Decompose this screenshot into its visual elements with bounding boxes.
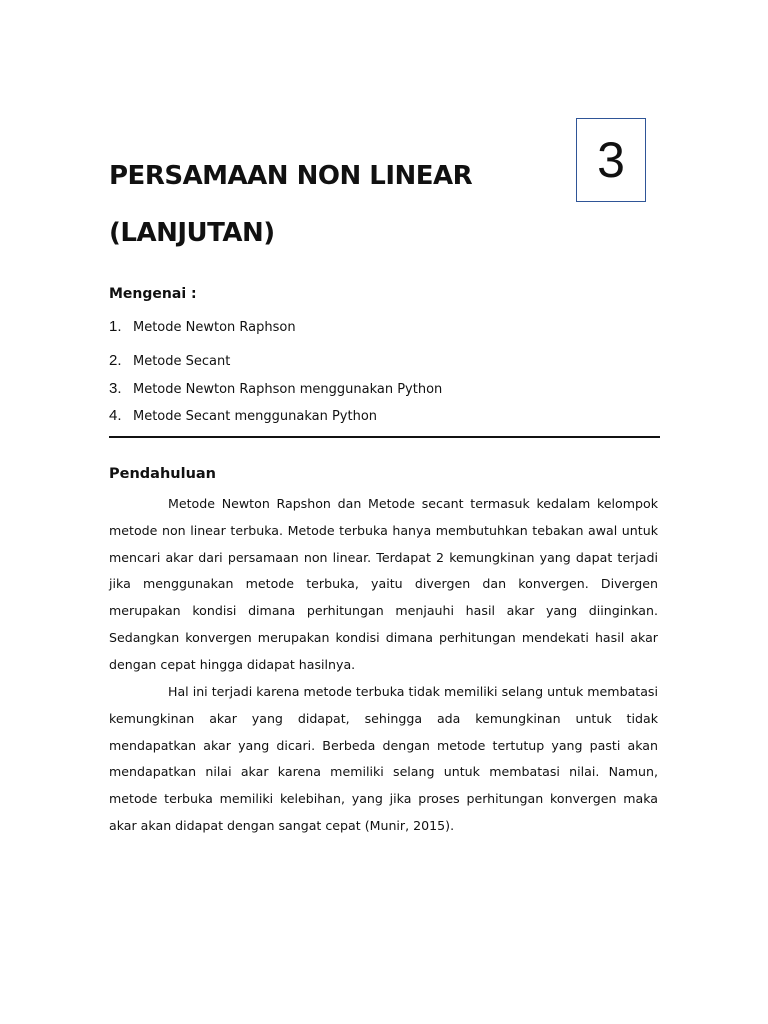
topic-item (109, 318, 296, 335)
topic-number: 3. (109, 380, 122, 397)
topic-number: 2. (109, 352, 122, 369)
chapter-title-line-1: PERSAMAAN NON LINEAR (109, 161, 473, 191)
topic-label: Metode Newton Raphson (133, 320, 296, 335)
topic-label: Metode Secant (133, 354, 231, 369)
topic-number: 4. (109, 407, 122, 424)
topic-item (109, 352, 230, 369)
introduction-paragraph-1: Metode Newton Rapshon dan Metode secant termasuk kedalam kelompok metode non linear terbuka. Metode terbuka hanya membutuhkan tebakan awal untuk mencari akar dari persamaan non linear. Terdapat 2 kemungkinan yang dapat terjadi jika menggunakan metode terbuka, yaitu divergen dan konvergen. Divergen merupakan kondisi dimana perhitungan menjauhi hasil akar yang diinginkan. Sedangkan konvergen merupakan kondisi dimana perhitungan mendekati hasil akar dengan cepat hingga didapat hasilnya. (109, 496, 658, 672)
chapter-number-box (576, 118, 646, 202)
topic-label: Metode Newton Raphson menggunakan Python (133, 382, 443, 397)
section-divider (109, 436, 660, 438)
topics-heading: Mengenai : (109, 286, 197, 302)
topic-item (109, 380, 442, 397)
chapter-title-line-2: (LANJUTAN) (109, 218, 275, 248)
chapter-number: 3 (597, 132, 625, 188)
topic-label: Metode Secant menggunakan Python (133, 409, 378, 424)
section-heading-introduction: Pendahuluan (109, 466, 216, 482)
topic-item (109, 407, 377, 424)
introduction-paragraph-2: Hal ini terjadi karena metode terbuka tidak memiliki selang untuk membatasi kemungkinan akar yang didapat, sehingga ada kemungkinan untuk tidak mendapatkan akar yang dicari. Berbeda dengan metode tertutup yang pasti akan mendapatkan nilai akar karena memiliki selang untuk membatasi nilai. Namun, metode terbuka memiliki kelebihan, yang jika proses perhitungan konvergen maka akar akan didapat dengan sangat cepat (Munir, 2015). (109, 684, 658, 833)
topic-number: 1. (109, 318, 122, 335)
